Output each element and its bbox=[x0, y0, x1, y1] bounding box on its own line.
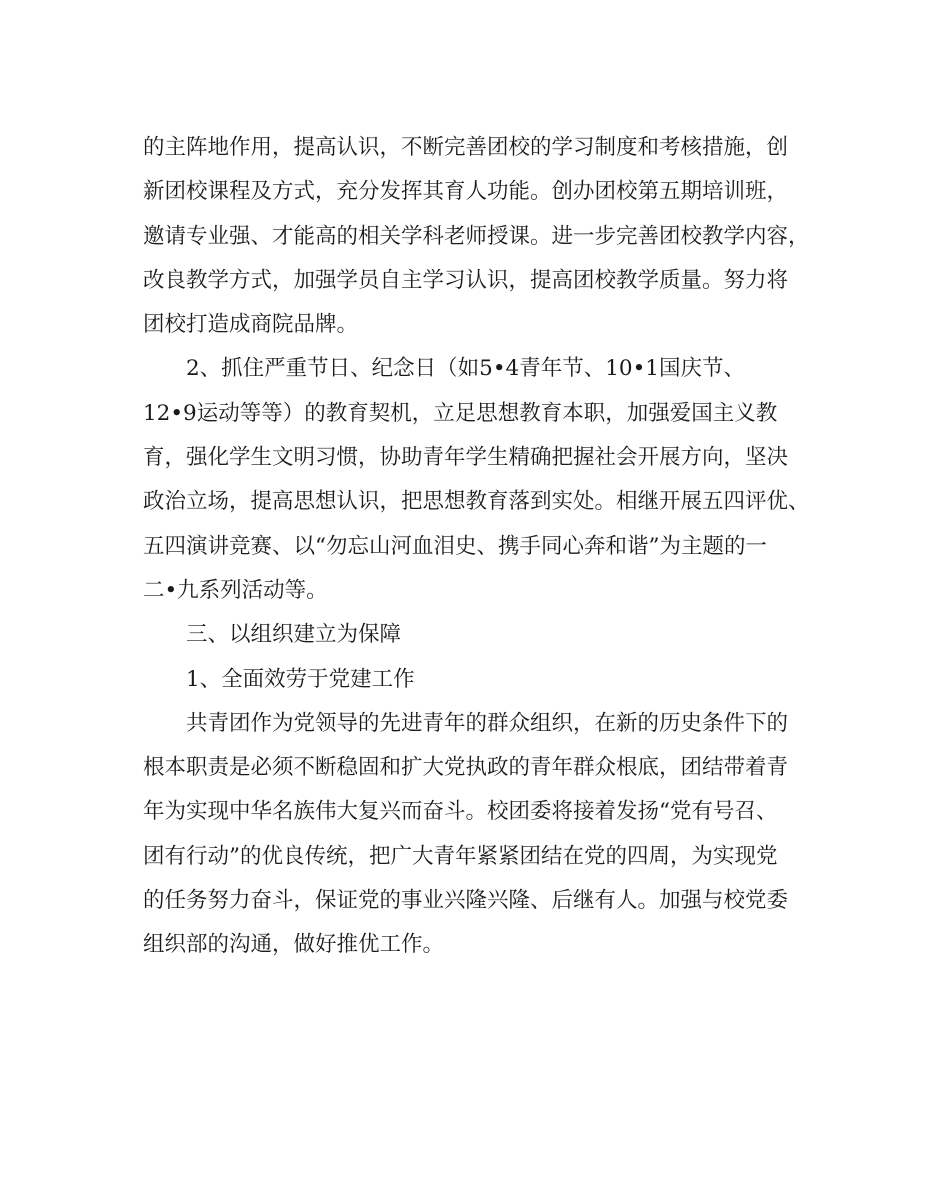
text-line: 五四演讲竞赛、以“勿忘山河血泪史、携手同心奔和谐”为主题的一 bbox=[143, 533, 767, 559]
text-line: 育，强化学生文明习惯，协助青年学生精确把握社会开展方向，坚决 bbox=[143, 445, 789, 471]
text-line: 2、抓住严重节日、纪念日（如5•4青年节、10•1国庆节、 bbox=[186, 356, 745, 382]
text-line: 共青团作为党领导的先进青年的群众组织，在新的历史条件下的 bbox=[186, 710, 789, 736]
text-line: 组织部的沟通，做好推优工作。 bbox=[143, 932, 445, 958]
text-line: 12•9运动等等）的教育契机，立足思想教育本职，加强爱国主义教 bbox=[143, 400, 778, 426]
text-line: 的任务努力奋斗，保证党的事业兴隆兴隆、后继有人。加强与校党委 bbox=[143, 888, 789, 914]
text-line: 年为实现中华名族伟大复兴而奋斗。校团委将接着发扬“党有号召、 bbox=[143, 799, 778, 825]
text-line: 团校打造成商院品牌。 bbox=[143, 312, 359, 338]
subsection-heading: 1、全面效劳于党建工作 bbox=[186, 666, 415, 692]
text-line: 的主阵地作用，提高认识，不断完善团校的学习制度和考核措施，创 bbox=[143, 135, 789, 160]
text-line: 政治立场，提高思想认识，把思想教育落到实处。相继开展五四评优、 bbox=[143, 489, 810, 515]
text-line: 二•九系列活动等。 bbox=[143, 577, 328, 603]
text-line: 邀请专业强、才能高的相关学科老师授课。进一步完善团校教学内容， bbox=[143, 223, 810, 249]
text-line: 改良教学方式，加强学员自主学习认识，提高团校教学质量。努力将 bbox=[143, 267, 789, 293]
document-body bbox=[143, 126, 811, 968]
text-line: 根本职责是必须不断稳固和扩大党执政的青年群众根底，团结带着青 bbox=[143, 755, 789, 781]
text-line: 团有行动”的优良传统，把广大青年紧紧团结在党的四周，为实现党 bbox=[143, 843, 778, 869]
text-line: 新团校课程及方式，充分发挥其育人功能。创办团校第五期培训班， bbox=[143, 179, 789, 205]
section-heading: 三、以组织建立为保障 bbox=[186, 622, 402, 648]
